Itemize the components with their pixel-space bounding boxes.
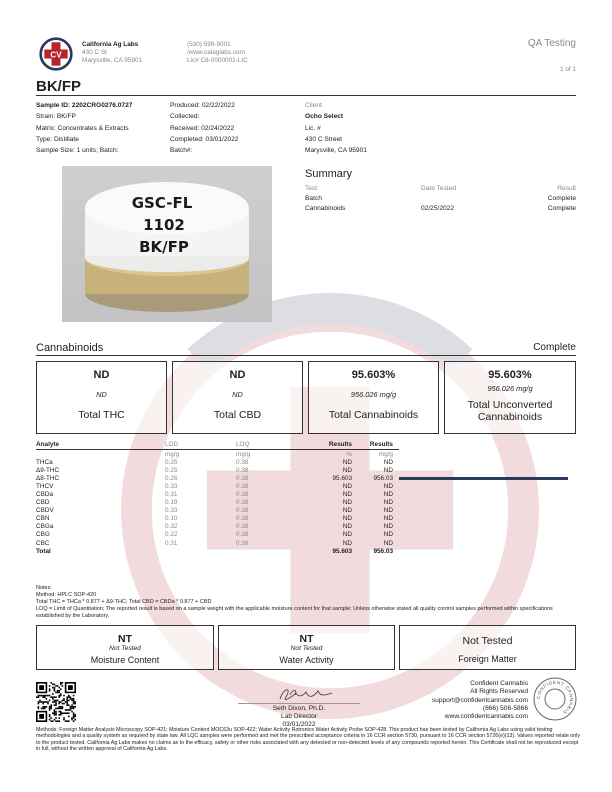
total-cbd-box (172, 361, 303, 434)
total-thc-value: ND (93, 369, 110, 381)
photo-label-line1: GSC-FL (131, 194, 193, 212)
analyte-name: CBC (36, 539, 50, 547)
analyte-bar-cell (393, 466, 576, 474)
water-activity-label: Water Activity (279, 655, 334, 665)
client-info (305, 100, 367, 156)
analyte-result-mgg: ND (383, 482, 393, 490)
analyte-name: THCa (36, 458, 53, 466)
notes-block (36, 585, 581, 620)
analyte-row (36, 499, 576, 507)
analyte-loq: 0.38 (236, 466, 249, 474)
analyte-name: CBGa (36, 523, 54, 531)
lab-address-line1: 430 C St (82, 49, 107, 57)
analyte-bar-cell (393, 507, 576, 515)
summary-row (305, 193, 576, 203)
sample-id: Sample ID: 2202CRG0276.0727 (36, 102, 133, 109)
analyte-lod: 0.32 (165, 523, 178, 531)
analyte-bar-cell (393, 499, 576, 507)
confident-line5[interactable]: www.confidentcannabis.com (444, 713, 528, 721)
analyte-bar-cell (393, 531, 576, 539)
cannabinoids-rule (36, 355, 576, 356)
analyte-result-pct: ND (342, 539, 352, 547)
analyte-rows (36, 458, 576, 547)
signer-block (240, 705, 358, 728)
notes-method: Method: HPLC SOP-420 (36, 592, 97, 598)
results-mgg-header: Results (369, 441, 393, 448)
client-license: Lic. # (305, 124, 321, 132)
analyte-loq: 0.38 (236, 458, 249, 466)
summary-table (305, 183, 576, 213)
total-mgg: 956.03 (373, 547, 393, 555)
jar-illustration (62, 166, 272, 322)
analyte-bar (399, 477, 568, 481)
total-pct: 95.603 (332, 547, 352, 555)
total-unconverted-value: 95.603% (488, 369, 532, 381)
lab-contact-block (187, 41, 248, 66)
analyte-name: CBDV (36, 507, 54, 515)
analyte-lod: 0.31 (165, 539, 178, 547)
analyte-lod: 0.22 (165, 531, 178, 539)
svg-text:CV: CV (50, 50, 62, 60)
cannabinoids-status: Complete (533, 342, 576, 353)
analyte-result-mgg: ND (383, 507, 393, 515)
confident-line4: (866) 506-5866 (482, 704, 528, 712)
confident-cannabis-seal-icon (533, 677, 577, 721)
summary-cell: 02/25/2022 (421, 204, 455, 212)
lab-website: /www.calaglabs.com (187, 49, 245, 57)
summary-cell: Cannabinoids (305, 204, 346, 212)
lab-license: Lic# C8-0000001-LIC (187, 57, 248, 65)
foreign-matter-value: Not Tested (462, 635, 513, 647)
lab-address-line2: Marysville, CA 95901 (82, 57, 143, 65)
analyte-lod: 0.26 (165, 474, 178, 482)
analyte-total-row (36, 547, 576, 555)
sample-info-col1 (36, 100, 132, 156)
analyte-loq: 0.38 (236, 491, 249, 499)
notes-formula: Total THC = THCa * 0.877 + Δ9-THC; Total CBD = CBDa * 0.877 + CBD (36, 599, 212, 605)
water-activity-value: NT (299, 633, 314, 645)
foreign-matter-label: Foreign Matter (458, 654, 517, 664)
analyte-row (36, 539, 576, 547)
analyte-lod: 0.25 (165, 466, 178, 474)
moisture-label: Moisture Content (90, 655, 160, 665)
analyte-result-mgg: ND (383, 523, 393, 531)
moisture-box (36, 625, 214, 670)
analyte-name: THCV (36, 482, 54, 490)
analyte-result-pct: ND (342, 482, 352, 490)
analyte-result-mgg: ND (383, 499, 393, 507)
sample-type: Type: Distillate (36, 135, 79, 143)
total-cannabinoids-label: Total Cannabinoids (328, 409, 419, 421)
total-name: Total (36, 547, 51, 555)
photo-label-line2: 1102 (143, 216, 185, 234)
analyte-loq: 0.38 (236, 499, 249, 507)
analyte-bar-cell (393, 474, 576, 482)
client-label: Client (305, 102, 322, 109)
total-thc-box (36, 361, 167, 434)
analyte-result-pct: 95.603 (332, 474, 352, 482)
analyte-result-mgg: 956.03 (373, 474, 393, 482)
client-city: Marysville, CA 95901 (305, 147, 367, 155)
analyte-row (36, 515, 576, 523)
analyte-bar-cell (393, 490, 576, 498)
total-cbd-sub: ND (232, 390, 243, 399)
total-cbd-value: ND (229, 369, 246, 381)
signature-image (262, 683, 352, 705)
summary-header-test: Test (305, 184, 318, 192)
analyte-header: Analyte (36, 441, 60, 448)
signer-name: Seth Dixon, Ph.D. (272, 705, 326, 712)
signature-line (238, 703, 360, 704)
sample-produced: Produced: 02/22/2022 (170, 102, 235, 109)
analyte-name: CBD (36, 499, 50, 507)
sample-batch: Batch#: (170, 147, 193, 155)
confident-line1: Confident Cannabis (470, 680, 528, 687)
analyte-lod: 0.33 (165, 482, 178, 490)
analyte-result-pct: ND (342, 515, 352, 523)
summary-cell: Batch (305, 194, 322, 202)
photo-label-line3: BK/FP (139, 238, 189, 256)
analyte-header-row (36, 440, 576, 449)
seal-text: CONFIDENT CANNABIS (535, 679, 575, 716)
loq-header: LOQ (236, 441, 250, 448)
analyte-units-row (36, 450, 576, 458)
sample-title: BK/FP (36, 78, 81, 95)
analyte-row (36, 458, 576, 466)
analyte-bar-cell (393, 482, 576, 490)
sample-size: Sample Size: 1 units; Batch: (36, 147, 119, 155)
analyte-loq: 0.38 (236, 531, 249, 539)
moisture-sub: Not Tested (109, 645, 141, 652)
analyte-result-pct: ND (342, 507, 352, 515)
analyte-row (36, 523, 576, 531)
summary-cell: Complete (547, 194, 576, 202)
summary-cell: Complete (547, 204, 576, 212)
analyte-row (36, 482, 576, 490)
analyte-name: Δ8-THC (36, 474, 60, 482)
analyte-result-mgg: ND (383, 466, 393, 474)
sample-received: Received: 02/24/2022 (170, 124, 235, 132)
results-pct-header: Results (328, 441, 352, 448)
notes-heading: Notes: (36, 585, 52, 591)
water-activity-sub: Not Tested (290, 645, 323, 652)
summary-row (305, 203, 576, 213)
analyte-result-pct: ND (342, 523, 352, 531)
total-unconverted-sub: 956.026 mg/g (487, 384, 533, 393)
analyte-bar-cell (393, 515, 576, 523)
analyte-result-pct: ND (342, 531, 352, 539)
analyte-row (36, 474, 576, 482)
analyte-result-mgg: ND (383, 491, 393, 499)
total-unconverted-label: Total Unconverted Cannabinoids (467, 399, 553, 423)
analyte-name: Δ9-THC (36, 466, 60, 474)
analyte-loq: 0.38 (236, 474, 249, 482)
summary-header-result: Result (557, 184, 576, 192)
units-cell: mg/g (236, 450, 251, 458)
analyte-loq: 0.38 (236, 482, 249, 490)
lab-logo-icon (38, 36, 74, 72)
cannabinoids-title: Cannabinoids (36, 342, 104, 354)
analyte-result-pct: ND (342, 491, 352, 499)
total-cannabinoids-value: 95.603% (351, 369, 396, 381)
summary-header-date: Date Tested (421, 184, 457, 192)
analyte-result-pct: ND (342, 466, 352, 474)
analyte-lod: 0.31 (165, 491, 178, 499)
analyte-lod: 0.25 (165, 458, 178, 466)
analyte-lod: 0.19 (165, 499, 178, 507)
analyte-loq: 0.38 (236, 539, 249, 547)
sample-strain: Strain: BK/FP (36, 113, 76, 121)
sample-matrix: Matrix: Concentrates & Extracts (36, 124, 129, 132)
analyte-loq: 0.38 (236, 523, 249, 531)
total-thc-sub: ND (96, 390, 107, 399)
total-cannabinoids-sub: 956.026 mg/g (350, 390, 397, 399)
sample-completed: Completed: 03/01/2022 (170, 135, 239, 143)
analyte-result-pct: ND (342, 499, 352, 507)
moisture-value: NT (118, 633, 132, 645)
svg-text:CONFIDENT CANNABIS (536, 680, 574, 715)
client-street: 430 C Street (305, 135, 343, 143)
total-cannabinoids-box (308, 361, 439, 434)
analyte-row (36, 466, 576, 474)
methods-disclaimer: Methods: Foreign Matter Analysis Microscopy SOP-421; Moisture Content MOC63u SOP-422; Water Activity Rotronics Water Activity Probe SOP-428. This product has been tested by California Ag Labs using valid testing methodologies and a quality system as required by state law. All LQC samples were performed and met the prescribed acceptance criteria in 16 CCR section 5730, pursuant to 16 CCR section 5726(e)(13). Values reported relate only to the product tested. California Ag Labs makes no claims as to the efficacy, safety or other risks associated with any detected or non-detected levels of any compounds reported herein. This Certificate shall not be reproduced except in full, without the written approval of California Ag Labs. (36, 727, 580, 752)
client-name: Ocho Select (305, 113, 344, 121)
report-type: QA Testing (527, 38, 576, 49)
total-unconverted-box (444, 361, 576, 434)
foreign-matter-box (399, 625, 576, 670)
units-cell: % (346, 450, 352, 458)
confident-line3[interactable]: support@confidentcannabis.com (431, 696, 528, 704)
total-cbd-label: Total CBD (213, 409, 262, 421)
sample-collected: Collected: (170, 113, 200, 121)
analyte-lod: 0.33 (165, 507, 178, 515)
confident-cannabis-block (432, 680, 528, 721)
analyte-name: CBG (36, 531, 50, 539)
analyte-result-mgg: ND (383, 539, 393, 547)
notes-loq: LOQ = Limit of Quantitation; The reported result is based on a sample weight with the applicable moisture content for that sample; Unless otherwise stated all quality control samples performed within specifications established by the Laboratory. (36, 606, 553, 619)
analyte-name: CBDa (36, 491, 54, 499)
lod-header: LOD (165, 441, 179, 448)
total-thc-label: Total THC (78, 409, 125, 421)
analyte-row (36, 507, 576, 515)
analyte-loq: 0.38 (236, 515, 249, 523)
units-cell: mg/g (165, 450, 180, 458)
product-photo (62, 166, 272, 322)
analyte-table (36, 440, 576, 555)
analyte-bar-cell (393, 458, 576, 466)
analyte-bar-cell (393, 523, 576, 531)
lab-phone: (530) 599-9001 (187, 41, 231, 48)
analyte-name: CBN (36, 515, 50, 523)
summary-title: Summary (305, 168, 353, 180)
analyte-loq: 0.38 (236, 507, 249, 515)
analyte-result-mgg: ND (383, 458, 393, 466)
analyte-result-mgg: ND (383, 515, 393, 523)
lab-name: California Ag Labs (82, 41, 139, 48)
analyte-row (36, 531, 576, 539)
confident-line2: All Rights Reserved (470, 688, 528, 696)
analyte-result-mgg: ND (383, 531, 393, 539)
summary-header-row (305, 183, 576, 193)
qr-code-icon[interactable] (36, 682, 76, 722)
lab-address-block (82, 41, 142, 66)
signer-title: Lab Director (281, 712, 317, 720)
title-rule (36, 95, 576, 96)
analyte-result-pct: ND (342, 458, 352, 466)
analyte-bar-cell (393, 539, 576, 547)
page-indicator: 1 of 1 (560, 66, 576, 73)
analyte-lod: 0.10 (165, 515, 178, 523)
analyte-row (36, 490, 576, 498)
sample-info-col2 (170, 100, 239, 156)
water-activity-box (218, 625, 395, 670)
units-cell: mg/g (378, 450, 393, 458)
signer-date: 03/01/2022 (282, 720, 316, 728)
